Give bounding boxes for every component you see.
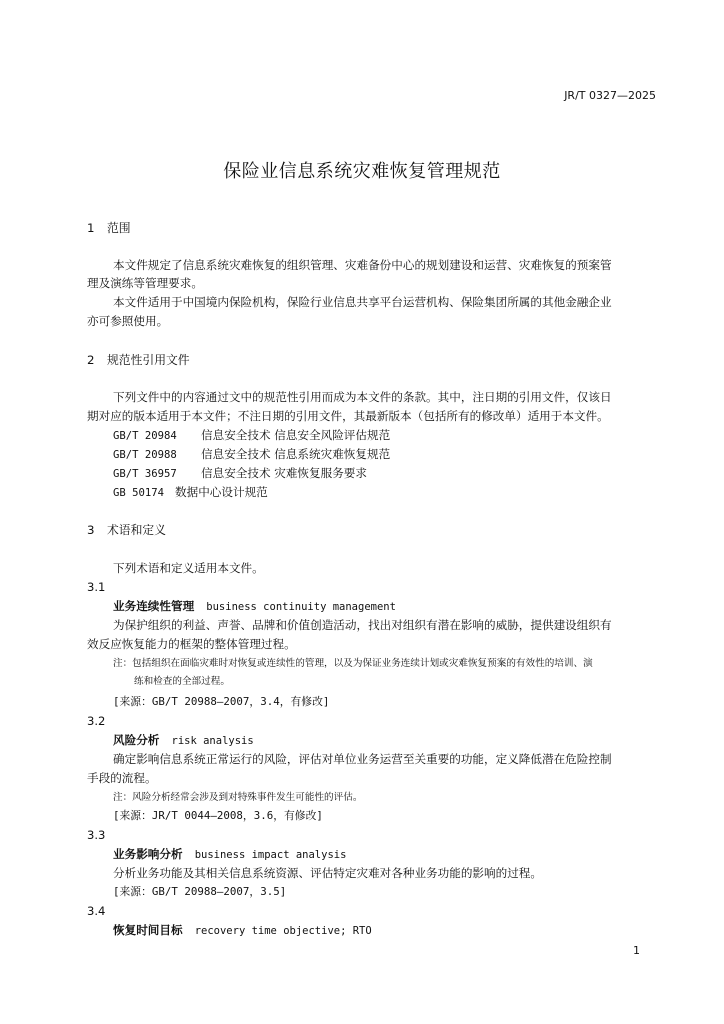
term-number: 3.4 (87, 904, 106, 918)
reference-item (113, 447, 390, 462)
definition-line: 手段的流程。 (87, 771, 157, 785)
term-number: 3.2 (87, 714, 106, 728)
note-line: 练和检查的全部过程。 (134, 676, 230, 687)
section-title: 范围 (107, 221, 131, 235)
document-code: JR/T 0327—2025 (564, 89, 656, 102)
source-citation: [来源：JR/T 0044—2008，3.6，有修改] (113, 809, 323, 822)
term-heading (113, 923, 372, 938)
reference-item (113, 466, 367, 481)
paragraph-line: 亦可参照使用。 (87, 314, 169, 328)
term-en: risk analysis (171, 735, 254, 747)
reference-title: 数据中心设计规范 (175, 485, 268, 499)
reference-title: 信息安全技术 灾难恢复服务要求 (201, 466, 367, 480)
term-number: 3.1 (87, 580, 106, 594)
reference-code: GB/T 20984 (113, 430, 177, 442)
paragraph-line: 期对应的版本适用于本文件；不注日期的引用文件，其最新版本（包括所有的修改单）适用于本文件。 (87, 409, 609, 423)
paragraph-line: 下列术语和定义适用本文件。 (113, 561, 264, 575)
definition-line: 确定影响信息系统正常运行的风险，评估对单位业务运营至关重要的功能，定义降低潜在危险控制 (113, 752, 612, 766)
paragraph-line: 下列文件中的内容通过文中的规范性引用而成为本文件的条款。其中，注日期的引用文件，仅该日 (113, 390, 612, 404)
definition-line: 为保护组织的利益、声誉、品牌和价值创造活动，找出对组织有潜在影响的威胁，提供建设组织有 (113, 618, 612, 632)
term-heading (113, 847, 346, 862)
note-line: 注：风险分析经常会涉及到对特殊事件发生可能性的评估。 (113, 792, 363, 803)
section-title: 术语和定义 (107, 523, 166, 537)
reference-item (113, 485, 268, 500)
term-zh: 风险分析 (113, 733, 160, 747)
section-number: 2 (87, 353, 95, 367)
term-zh: 业务连续性管理 (113, 599, 195, 613)
section-number: 3 (87, 523, 95, 537)
paragraph-line: 本文件规定了信息系统灾难恢复的组织管理、灾难备份中心的规划建设和运营、灾难恢复的预案管 (113, 258, 612, 272)
page-number: 1 (633, 944, 640, 957)
term-en: business continuity management (206, 601, 396, 613)
definition-line: 分析业务功能及其相关信息系统资源、评估特定灾难对各种业务功能的影响的过程。 (113, 866, 542, 880)
term-zh: 业务影响分析 (113, 847, 183, 861)
section-number: 1 (87, 221, 95, 235)
reference-item (113, 428, 390, 443)
section-2-heading (87, 353, 190, 367)
source-citation: [来源：GB/T 20988—2007，3.5] (113, 885, 287, 898)
section-1-heading (87, 221, 131, 235)
reference-code: GB/T 36957 (113, 468, 177, 480)
section-3-heading (87, 523, 166, 537)
reference-code: GB 50174 (113, 487, 165, 499)
source-citation: [来源：GB/T 20988—2007，3.4，有修改] (113, 695, 330, 708)
paragraph-line: 理及演练等管理要求。 (87, 276, 203, 290)
term-zh: 恢复时间目标 (113, 923, 183, 937)
reference-title: 信息安全技术 信息系统灾难恢复规范 (201, 447, 391, 461)
term-heading (113, 599, 396, 614)
term-number: 3.3 (87, 828, 106, 842)
definition-line: 效反应恢复能力的框架的整体管理过程。 (87, 637, 296, 651)
note-line: 注：包括组织在面临灾难时对恢复或连续性的管理，以及为保证业务连续计划或灾难恢复预案的有效性的培训、演 (113, 658, 593, 669)
reference-title: 信息安全技术 信息安全风险评估规范 (201, 428, 391, 442)
term-en: recovery time objective; RTO (194, 925, 372, 937)
term-heading (113, 733, 254, 748)
reference-code: GB/T 20988 (113, 449, 177, 461)
document-title: 保险业信息系统灾难恢复管理规范 (223, 161, 501, 182)
section-title: 规范性引用文件 (107, 353, 190, 367)
term-en: business impact analysis (194, 849, 347, 861)
paragraph-line: 本文件适用于中国境内保险机构，保险行业信息共享平台运营机构、保险集团所属的其他金融企业 (113, 295, 612, 309)
